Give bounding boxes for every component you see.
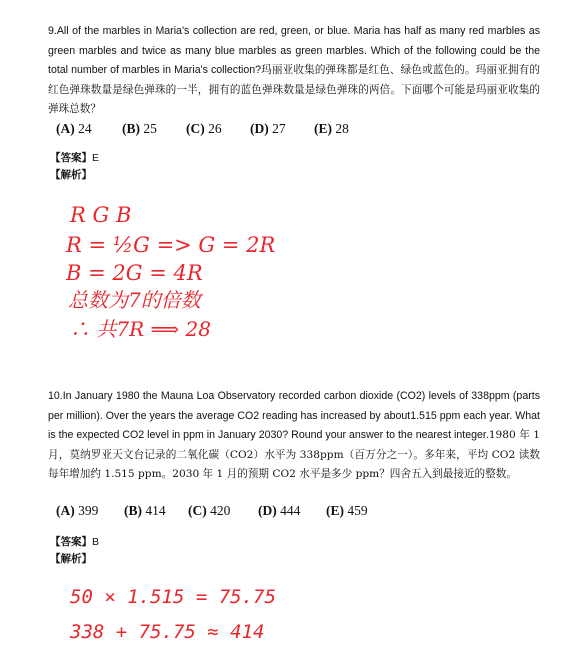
question-9-chinese: 玛丽亚收集的弹珠都是红色、绿色或蓝色的。玛丽亚拥有的红色弹珠数量是绿色弹珠的一半，拥有的蓝色弹珠数量是绿色弹珠的两倍。下面哪个可能是玛丽亚收集的弹珠总数？ — [48, 64, 540, 116]
q9-answer: E — [92, 152, 100, 164]
q9-choice-d: (D) 27 — [250, 121, 286, 136]
answer-label: 【答案】 — [50, 152, 92, 164]
question-10-english: 10.In January 1980 the Mauna Loa Observatory recorded carbon dioxide (CO2) levels of 338ppm (parts per million). Over the years the average CO2 reading has increased by about1.515 ppm each year. What is the expected CO2 level in ppm in January 2030? Round your answer to the nearest integer. — [48, 390, 540, 442]
q10-choice-e: (E) 459 — [326, 503, 368, 518]
q10-answer: B — [92, 536, 100, 548]
q9-handwriting-line-3: B = 2G = 4R — [66, 261, 203, 285]
q9-handwriting-line-1: R G B — [70, 203, 132, 227]
q9-handwriting-line-2: R = ½G => G = 2R — [66, 233, 276, 257]
question-9-english: 9.All of the marbles in Maria's collection are red, green, or blue. Maria has half as many red marbles as green marbles and twice as many blue marbles as green marbles. Which of the following could be the total number of marbles in Maria's collection? — [48, 25, 540, 77]
q9-choice-c: (C) 26 — [186, 121, 222, 136]
answer-label: 【答案】 — [50, 536, 92, 548]
q9-choice-e: (E) 28 — [314, 121, 349, 136]
q9-handwriting-line-5: ∴ 共7R ⟹ 28 — [70, 317, 211, 341]
q10-choice-a: (A) 399 — [56, 503, 99, 518]
q9-choice-b: (B) 25 — [122, 121, 157, 136]
q9-choice-a: (A) 24 — [56, 121, 92, 136]
q10-choice-b: (B) 414 — [124, 503, 166, 518]
q10-analysis-label: 【解析】 — [50, 553, 92, 565]
q10-choice-d: (D) 444 — [258, 503, 301, 518]
q10-handwriting-line-1: 50 × 1.515 = 75.75 — [70, 586, 276, 608]
q10-choice-c: (C) 420 — [188, 503, 231, 518]
q9-analysis-label: 【解析】 — [50, 169, 92, 181]
q10-handwriting-line-2: 338 + 75.75 ≈ 414 — [70, 621, 265, 643]
question-10-chinese: 1980 年 1 月，莫纳罗亚天文台记录的二氧化碳（CO2）水平为 338ppm（百万分之一）。多年来，平均 CO2 读数每年增加约 1.515 ppm。2030 年 1 月的预期 CO2 水平是多少 ppm？四舍五入到最接近的整数。 — [48, 429, 541, 481]
q9-handwriting-line-4: 总数为7的倍数 — [68, 288, 201, 312]
